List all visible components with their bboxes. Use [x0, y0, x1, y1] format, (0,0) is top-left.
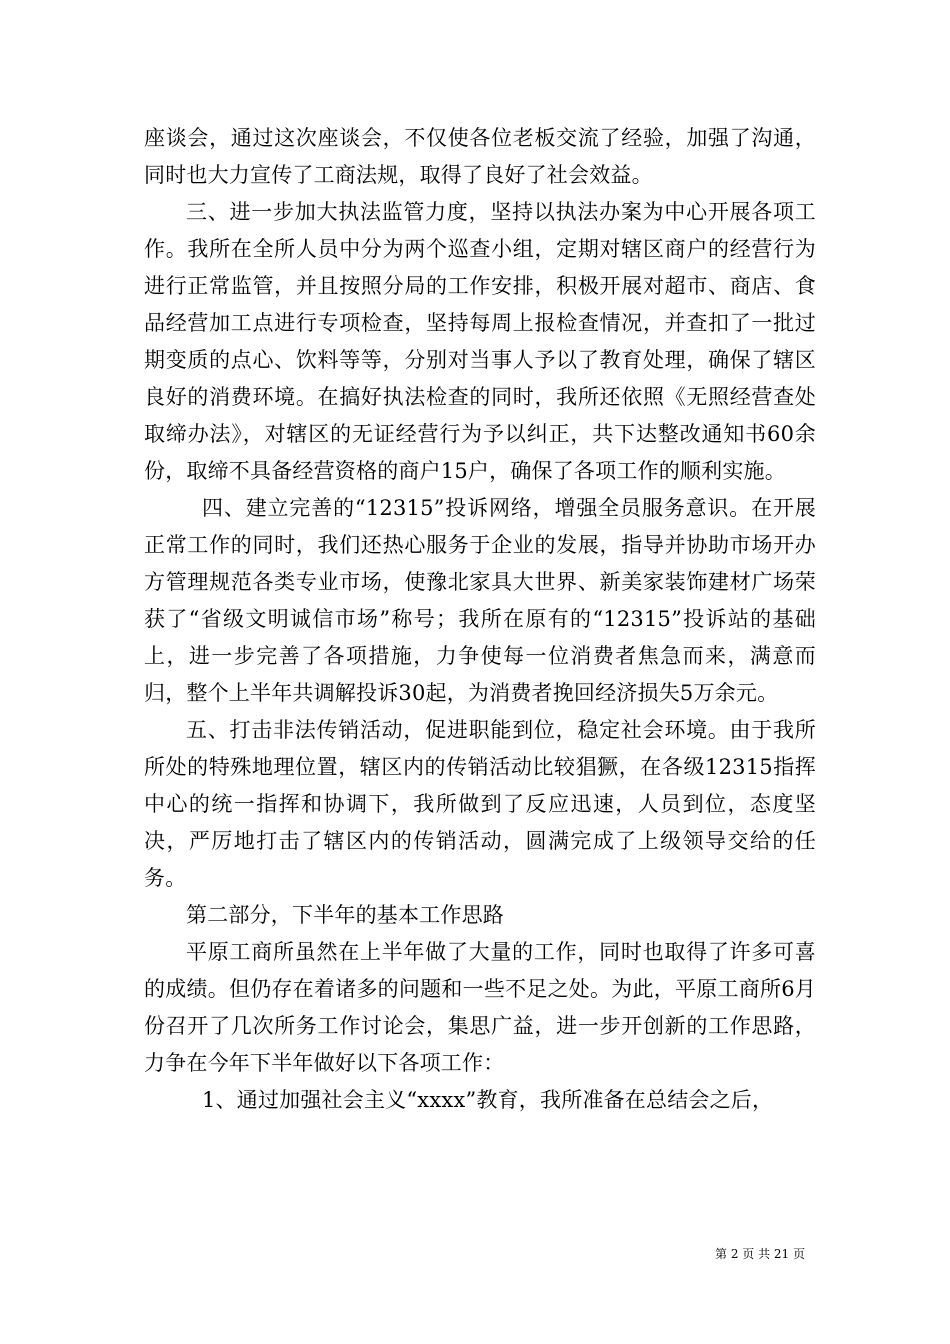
paragraph-section-five: 五、打击非法传销活动，促进职能到位，稳定社会环境。由于我所所处的特殊地理位置，辖区内的传销活动比较猖獗，在各级12315指挥中心的统一指挥和协调下，我所做到了反应迅速，人员到位，态度坚决，严厉地打击了辖区内的传销活动，圆满完成了上级领导交给的任务。: [144, 718, 816, 890]
document-body: [144, 120, 816, 1119]
paragraph-section-four: 四、建立完善的“12315”投诉网络，增强全员服务意识。在开展正常工作的同时，我们还热心服务于企业的发展，指导并协助市场开办方管理规范各类专业市场，使豫北家具大世界、新美家装饰建材广场荣获了“省级文明诚信市场”称号；我所在原有的“12315”投诉站的基础上，进一步完善了各项措施，力争使每一位消费者焦急而来，满意而归，整个上半年共调解投诉30起，为消费者挽回经济损失5万余元。: [144, 496, 816, 705]
paragraph-item-one: 1、通过加强社会主义“xxxx”教育，我所准备在总结会之后，: [202, 1088, 774, 1112]
paragraph-part-two-intro: 平原工商所虽然在上半年做了大量的工作，同时也取得了许多可喜的成绩。但仍存在着诸多的问题和一些不足之处。为此，平原工商所6月份召开了几次所务工作讨论会，集思广益，进一步开创新的工作思路，力争在今年下半年做好以下各项工作：: [144, 940, 816, 1075]
page-number-footer: 第 2 页 共 21 页: [715, 1247, 805, 1261]
section-heading-part-two: 第二部分，下半年的基本工作思路: [186, 903, 504, 927]
paragraph-continuation: 座谈会，通过这次座谈会，不仅使各位老板交流了经验，加强了沟通，同时也大力宣传了工商法规，取得了良好了社会效益。: [144, 126, 816, 187]
paragraph-section-three: 三、进一步加大执法监管力度，坚持以执法办案为中心开展各项工作。我所在全所人员中分为两个巡查小组，定期对辖区商户的经营行为进行正常监管，并且按照分局的工作安排，积极开展对超市、商店、食品经营加工点进行专项检查，坚持每周上报检查情况，并查扣了一批过期变质的点心、饮料等等，分别对当事人予以了教育处理，确保了辖区良好的消费环境。在搞好执法检查的同时，我所还依照《无照经营查处取缔办法》，对辖区的无证经营行为予以纠正，共下达整改通知书60余份，取缔不具备经营资格的商户15户，确保了各项工作的顺利实施。: [144, 200, 816, 483]
